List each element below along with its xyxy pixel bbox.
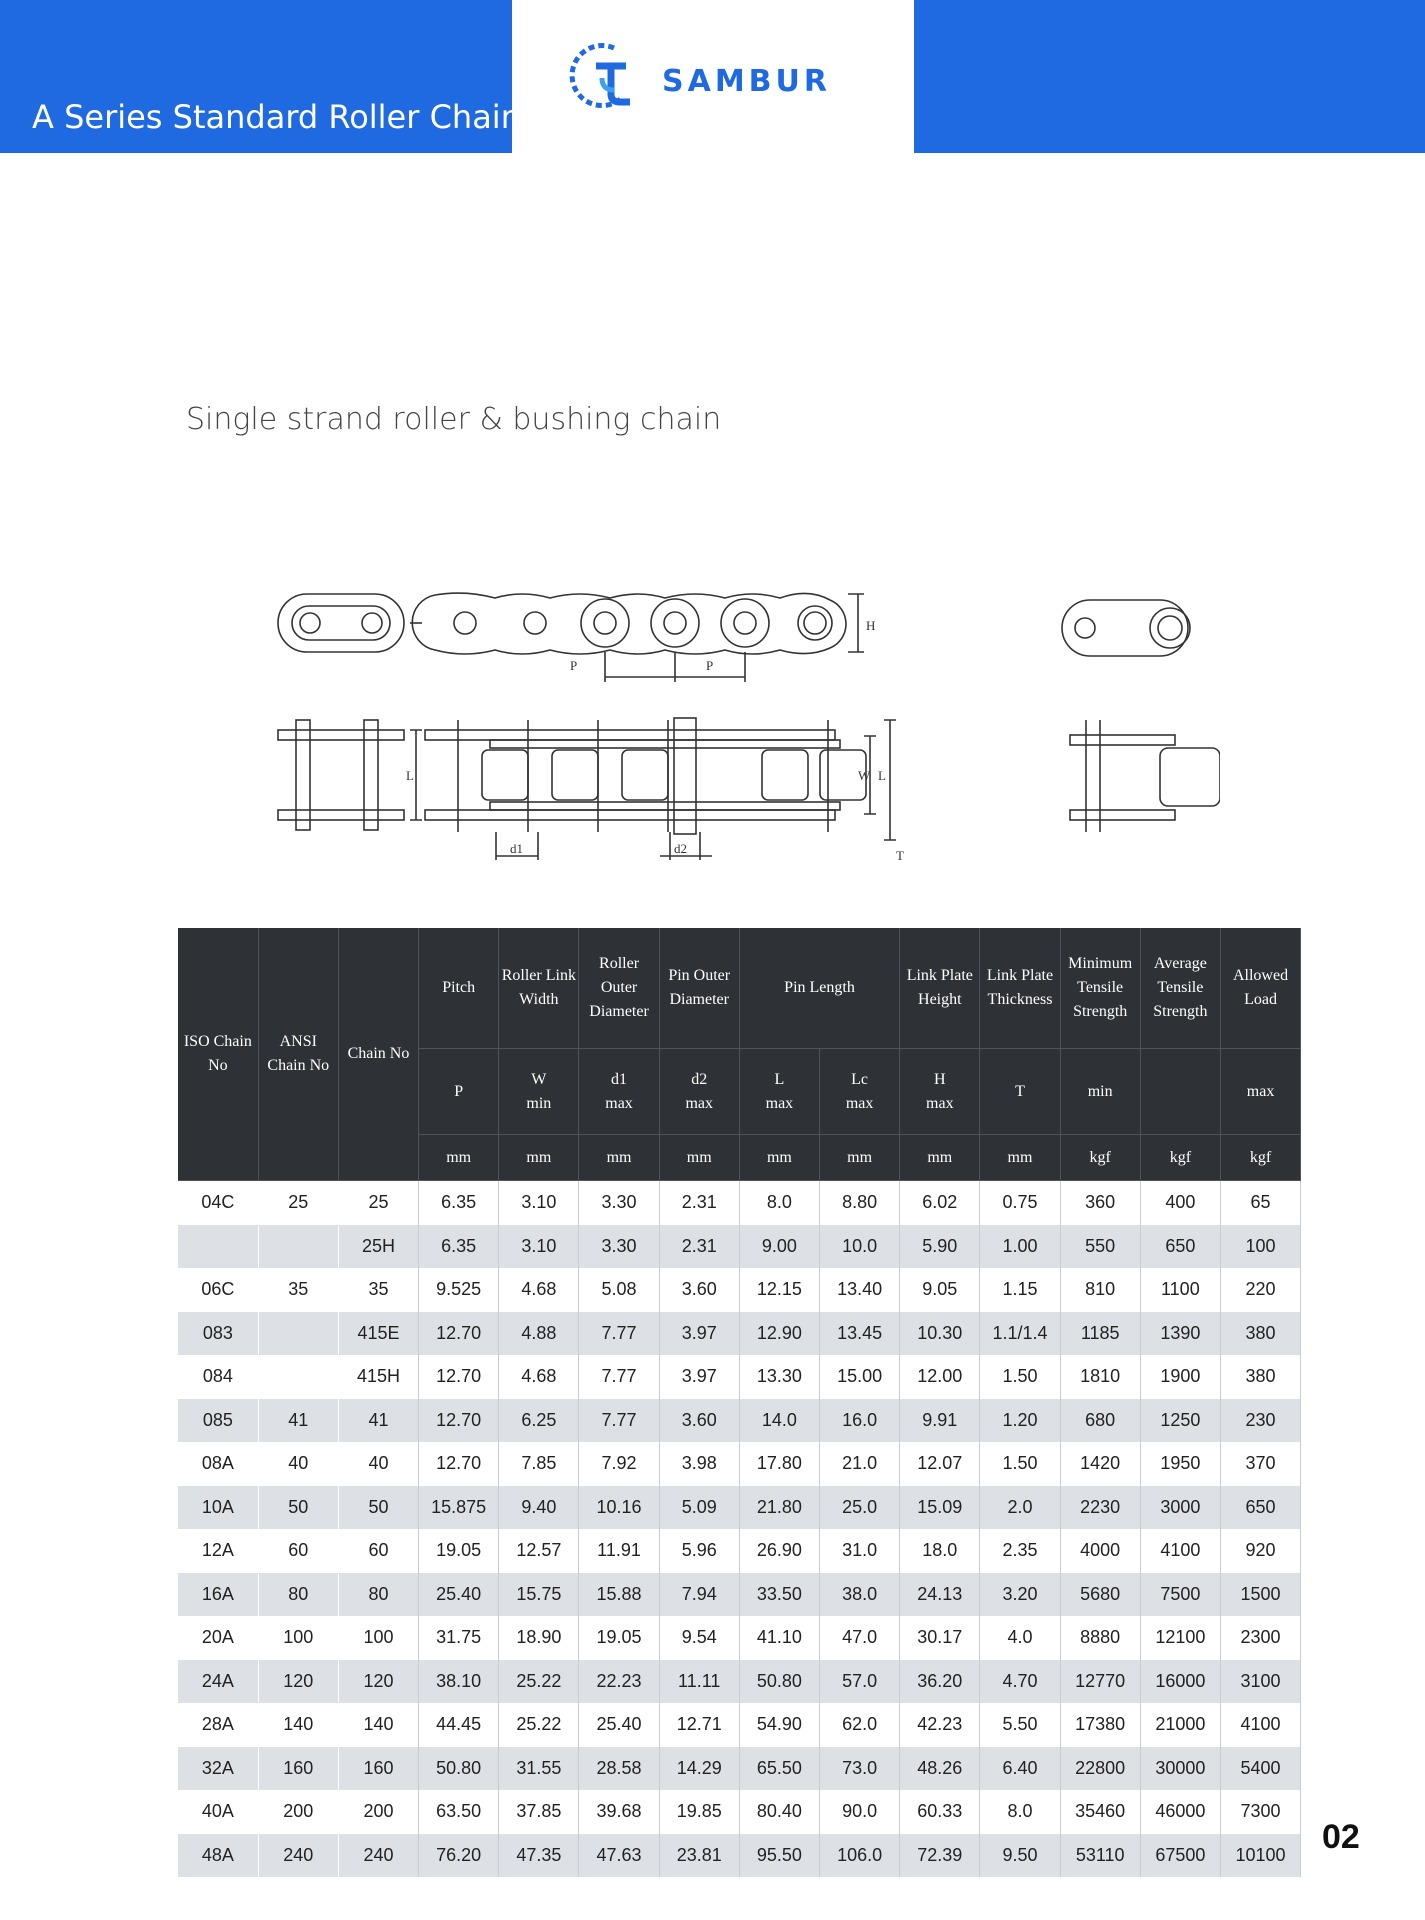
table-cell: 12100 xyxy=(1140,1616,1220,1660)
table-cell: 10A xyxy=(178,1486,258,1530)
page-title: A Series Standard Roller Chain xyxy=(32,98,521,136)
table-row xyxy=(178,1399,1301,1443)
table-cell: 9.00 xyxy=(739,1225,819,1269)
table-cell: 22.23 xyxy=(579,1660,659,1704)
table-cell: 80 xyxy=(338,1573,418,1617)
symbol-cell: max xyxy=(1220,1049,1300,1135)
table-cell: 19.05 xyxy=(579,1616,659,1660)
table-row xyxy=(178,1616,1301,1660)
table-cell: 18.90 xyxy=(499,1616,579,1660)
table-cell: 04C xyxy=(178,1181,258,1225)
table-cell: 8880 xyxy=(1060,1616,1140,1660)
table-cell: 21.80 xyxy=(739,1486,819,1530)
section-subtitle: Single strand roller & bushing chain xyxy=(186,402,722,437)
table-cell: 7.85 xyxy=(499,1442,579,1486)
table-cell: 12.15 xyxy=(739,1268,819,1312)
col-pitch: Pitch xyxy=(419,928,499,1049)
table-cell: 16A xyxy=(178,1573,258,1617)
col-link-plate-thickness: Link Plate Thickness xyxy=(980,928,1060,1049)
col-roller-outer-diameter: Roller Outer Diameter xyxy=(579,928,659,1049)
table-cell: 32A xyxy=(178,1747,258,1791)
symbol-cell: H max xyxy=(900,1049,980,1135)
unit-cell: mm xyxy=(900,1135,980,1181)
table-cell: 5680 xyxy=(1060,1573,1140,1617)
table-cell: 3.10 xyxy=(499,1181,579,1225)
table-cell: 8.0 xyxy=(739,1181,819,1225)
table-row xyxy=(178,1312,1301,1356)
table-cell: 100 xyxy=(338,1616,418,1660)
unit-cell: mm xyxy=(659,1135,739,1181)
unit-cell: kgf xyxy=(1060,1135,1140,1181)
table-cell: 17380 xyxy=(1060,1703,1140,1747)
table-cell: 6.40 xyxy=(980,1747,1060,1791)
unit-cell: mm xyxy=(579,1135,659,1181)
table-cell: 370 xyxy=(1220,1442,1300,1486)
table-row xyxy=(178,1355,1301,1399)
table-row xyxy=(178,1225,1301,1269)
table-cell: 14.29 xyxy=(659,1747,739,1791)
chain-side-view xyxy=(410,593,864,682)
table-cell: 31.75 xyxy=(419,1616,499,1660)
table-cell: 95.50 xyxy=(739,1834,819,1878)
connecting-link-side-view xyxy=(278,594,404,652)
table-cell: 120 xyxy=(338,1660,418,1704)
table-cell: 15.875 xyxy=(419,1486,499,1530)
table-cell: 5400 xyxy=(1220,1747,1300,1791)
table-cell: 2.31 xyxy=(659,1181,739,1225)
table-cell: 54.90 xyxy=(739,1703,819,1747)
symbol-cell: W min xyxy=(499,1049,579,1135)
table-cell: 08A xyxy=(178,1442,258,1486)
table-cell: 25 xyxy=(338,1181,418,1225)
table-cell: 25.22 xyxy=(499,1703,579,1747)
label-p2: P xyxy=(706,658,714,673)
table-cell: 1950 xyxy=(1140,1442,1220,1486)
table-cell: 7.77 xyxy=(579,1399,659,1443)
table-cell: 10.16 xyxy=(579,1486,659,1530)
table-cell: 22800 xyxy=(1060,1747,1140,1791)
table-cell: 21000 xyxy=(1140,1703,1220,1747)
table-row xyxy=(178,1529,1301,1573)
table-cell: 9.525 xyxy=(419,1268,499,1312)
table-cell: 41 xyxy=(338,1399,418,1443)
table-cell: 36.20 xyxy=(900,1660,980,1704)
table-cell: 13.45 xyxy=(820,1312,900,1356)
table-cell: 46000 xyxy=(1140,1790,1220,1834)
table-cell: 120 xyxy=(258,1660,338,1704)
table-cell: 28A xyxy=(178,1703,258,1747)
table-cell: 25H xyxy=(338,1225,418,1269)
table-cell: 3.98 xyxy=(659,1442,739,1486)
offset-link-top-view xyxy=(1070,720,1220,832)
table-cell: 35 xyxy=(338,1268,418,1312)
table-cell: 0.75 xyxy=(980,1181,1060,1225)
table-cell: 48A xyxy=(178,1834,258,1878)
table-cell: 5.96 xyxy=(659,1529,739,1573)
table-cell: 90.0 xyxy=(820,1790,900,1834)
table-cell: 15.09 xyxy=(900,1486,980,1530)
table-cell: 39.68 xyxy=(579,1790,659,1834)
table-cell: 25.40 xyxy=(419,1573,499,1617)
table-cell: 1185 xyxy=(1060,1312,1140,1356)
col-min-tensile: Minimum Tensile Strength xyxy=(1060,928,1140,1049)
table-cell: 12.00 xyxy=(900,1355,980,1399)
table-cell: 380 xyxy=(1220,1312,1300,1356)
table-row xyxy=(178,1834,1301,1878)
label-l-left: L xyxy=(406,768,414,783)
table-cell: 415H xyxy=(338,1355,418,1399)
table-cell: 11.91 xyxy=(579,1529,659,1573)
table-cell: 41 xyxy=(258,1399,338,1443)
table-cell: 17.80 xyxy=(739,1442,819,1486)
table-cell: 12770 xyxy=(1060,1660,1140,1704)
table-cell: 57.0 xyxy=(820,1660,900,1704)
table-cell: 42.23 xyxy=(900,1703,980,1747)
table-cell: 650 xyxy=(1140,1225,1220,1269)
table-cell: 48.26 xyxy=(900,1747,980,1791)
table-cell: 25.40 xyxy=(579,1703,659,1747)
table-cell: 5.50 xyxy=(980,1703,1060,1747)
table-cell: 2300 xyxy=(1220,1616,1300,1660)
table-cell: 35460 xyxy=(1060,1790,1140,1834)
table-cell: 7.77 xyxy=(579,1312,659,1356)
table-cell: 240 xyxy=(258,1834,338,1878)
symbol-cell xyxy=(1140,1049,1220,1135)
unit-cell: mm xyxy=(499,1135,579,1181)
table-cell: 80 xyxy=(258,1573,338,1617)
table-cell: 4000 xyxy=(1060,1529,1140,1573)
table-cell: 37.85 xyxy=(499,1790,579,1834)
table-cell: 13.40 xyxy=(820,1268,900,1312)
table-cell: 2.0 xyxy=(980,1486,1060,1530)
table-cell: 6.02 xyxy=(900,1181,980,1225)
table-cell: 3.20 xyxy=(980,1573,1060,1617)
label-d2: d2 xyxy=(674,841,687,856)
table-cell: 16.0 xyxy=(820,1399,900,1443)
table-cell: 920 xyxy=(1220,1529,1300,1573)
offset-link-side-view xyxy=(1062,600,1190,656)
table-cell: 810 xyxy=(1060,1268,1140,1312)
unit-cell: kgf xyxy=(1140,1135,1220,1181)
table-cell: 31.55 xyxy=(499,1747,579,1791)
col-roller-link-width: Roller Link Width xyxy=(499,928,579,1049)
table-cell: 73.0 xyxy=(820,1747,900,1791)
table-cell: 9.54 xyxy=(659,1616,739,1660)
table-cell: 550 xyxy=(1060,1225,1140,1269)
table-cell: 1.50 xyxy=(980,1442,1060,1486)
table-cell: 80.40 xyxy=(739,1790,819,1834)
unit-cell: kgf xyxy=(1220,1135,1300,1181)
table-cell: 7500 xyxy=(1140,1573,1220,1617)
table-cell: 19.05 xyxy=(419,1529,499,1573)
table-row xyxy=(178,1573,1301,1617)
table-cell: 60 xyxy=(258,1529,338,1573)
table-cell: 1.00 xyxy=(980,1225,1060,1269)
table-cell: 220 xyxy=(1220,1268,1300,1312)
table-cell: 21.0 xyxy=(820,1442,900,1486)
table-cell: 53110 xyxy=(1060,1834,1140,1878)
col-chain: Chain No xyxy=(338,928,418,1181)
table-cell: 9.91 xyxy=(900,1399,980,1443)
unit-cell: mm xyxy=(419,1135,499,1181)
symbol-cell: Lc max xyxy=(820,1049,900,1135)
table-cell: 18.0 xyxy=(900,1529,980,1573)
table-cell: 12.57 xyxy=(499,1529,579,1573)
table-cell: 3.97 xyxy=(659,1312,739,1356)
table-cell: 25.0 xyxy=(820,1486,900,1530)
table-cell: 25.22 xyxy=(499,1660,579,1704)
table-cell: 15.00 xyxy=(820,1355,900,1399)
table-cell: 160 xyxy=(338,1747,418,1791)
table-cell: 7.94 xyxy=(659,1573,739,1617)
table-cell: 1900 xyxy=(1140,1355,1220,1399)
table-cell: 6.35 xyxy=(419,1181,499,1225)
table-cell: 100 xyxy=(1220,1225,1300,1269)
table-cell: 23.81 xyxy=(659,1834,739,1878)
table-cell: 4.88 xyxy=(499,1312,579,1356)
table-cell: 14.0 xyxy=(739,1399,819,1443)
table-cell: 1250 xyxy=(1140,1399,1220,1443)
table-cell: 380 xyxy=(1220,1355,1300,1399)
table-cell xyxy=(258,1312,338,1356)
table-cell: 33.50 xyxy=(739,1573,819,1617)
table-cell: 1100 xyxy=(1140,1268,1220,1312)
label-p1: P xyxy=(570,658,578,673)
table-cell: 30.17 xyxy=(900,1616,980,1660)
table-cell: 5.09 xyxy=(659,1486,739,1530)
table-cell: 200 xyxy=(258,1790,338,1834)
table-cell: 65 xyxy=(1220,1181,1300,1225)
table-cell: 4100 xyxy=(1140,1529,1220,1573)
table-cell: 24.13 xyxy=(900,1573,980,1617)
table-cell: 7.92 xyxy=(579,1442,659,1486)
table-cell: 400 xyxy=(1140,1181,1220,1225)
table-cell: 30000 xyxy=(1140,1747,1220,1791)
table-cell: 4.70 xyxy=(980,1660,1060,1704)
label-d1: d1 xyxy=(510,841,523,856)
table-cell: 7300 xyxy=(1220,1790,1300,1834)
table-cell: 13.30 xyxy=(739,1355,819,1399)
table-cell: 3.30 xyxy=(579,1181,659,1225)
table-cell: 680 xyxy=(1060,1399,1140,1443)
table-cell xyxy=(178,1225,258,1269)
header-band-right xyxy=(914,0,1425,153)
table-cell: 44.45 xyxy=(419,1703,499,1747)
label-l-right: L xyxy=(878,768,886,783)
table-cell: 6.25 xyxy=(499,1399,579,1443)
col-avg-tensile: Average Tensile Strength xyxy=(1140,928,1220,1049)
table-cell: 9.05 xyxy=(900,1268,980,1312)
col-pin-length: Pin Length xyxy=(739,928,899,1049)
table-cell: 360 xyxy=(1060,1181,1140,1225)
table-cell: 76.20 xyxy=(419,1834,499,1878)
table-cell: 1810 xyxy=(1060,1355,1140,1399)
table-cell: 3.30 xyxy=(579,1225,659,1269)
table-cell: 1.1/1.4 xyxy=(980,1312,1060,1356)
table-cell: 47.63 xyxy=(579,1834,659,1878)
table-cell: 4.68 xyxy=(499,1355,579,1399)
col-pin-outer-diameter: Pin Outer Diameter xyxy=(659,928,739,1049)
table-cell: 1.50 xyxy=(980,1355,1060,1399)
table-cell: 60 xyxy=(338,1529,418,1573)
table-cell: 3.10 xyxy=(499,1225,579,1269)
table-cell: 650 xyxy=(1220,1486,1300,1530)
table-cell: 63.50 xyxy=(419,1790,499,1834)
table-cell: 10100 xyxy=(1220,1834,1300,1878)
table-cell: 12.90 xyxy=(739,1312,819,1356)
table-cell: 1.15 xyxy=(980,1268,1060,1312)
table-cell: 2230 xyxy=(1060,1486,1140,1530)
col-iso: ISO Chain No xyxy=(178,928,258,1181)
table-cell: 9.40 xyxy=(499,1486,579,1530)
table-cell: 085 xyxy=(178,1399,258,1443)
table-cell: 9.50 xyxy=(980,1834,1060,1878)
connecting-link-top-view xyxy=(278,720,404,830)
table-cell: 12.07 xyxy=(900,1442,980,1486)
table-cell: 72.39 xyxy=(900,1834,980,1878)
table-row xyxy=(178,1442,1301,1486)
table-cell: 12.70 xyxy=(419,1312,499,1356)
unit-cell: mm xyxy=(820,1135,900,1181)
table-cell: 24A xyxy=(178,1660,258,1704)
table-cell: 8.0 xyxy=(980,1790,1060,1834)
table-cell: 4.68 xyxy=(499,1268,579,1312)
table-cell: 160 xyxy=(258,1747,338,1791)
table-cell: 12.70 xyxy=(419,1442,499,1486)
table-cell: 1.20 xyxy=(980,1399,1060,1443)
table-cell: 40A xyxy=(178,1790,258,1834)
table-cell: 084 xyxy=(178,1355,258,1399)
table-cell: 38.10 xyxy=(419,1660,499,1704)
table-cell: 31.0 xyxy=(820,1529,900,1573)
table-cell: 3.60 xyxy=(659,1268,739,1312)
table-cell: 240 xyxy=(338,1834,418,1878)
table-cell: 35 xyxy=(258,1268,338,1312)
unit-cell: mm xyxy=(980,1135,1060,1181)
table-cell: 2.35 xyxy=(980,1529,1060,1573)
symbol-cell: T xyxy=(980,1049,1060,1135)
col-link-plate-height: Link Plate Height xyxy=(900,928,980,1049)
table-cell: 12.71 xyxy=(659,1703,739,1747)
label-h: H xyxy=(866,618,876,633)
table-cell: 8.80 xyxy=(820,1181,900,1225)
table-cell: 16000 xyxy=(1140,1660,1220,1704)
col-allowed-load: Allowed Load xyxy=(1220,928,1300,1049)
table-cell: 3.97 xyxy=(659,1355,739,1399)
table-cell: 20A xyxy=(178,1616,258,1660)
table-cell: 26.90 xyxy=(739,1529,819,1573)
label-t: T xyxy=(896,848,904,863)
table-cell: 19.85 xyxy=(659,1790,739,1834)
label-w: W xyxy=(858,768,871,783)
table-row xyxy=(178,1703,1301,1747)
table-cell: 4.0 xyxy=(980,1616,1060,1660)
table-cell: 200 xyxy=(338,1790,418,1834)
table-cell: 38.0 xyxy=(820,1573,900,1617)
table-cell: 47.0 xyxy=(820,1616,900,1660)
table-row xyxy=(178,1486,1301,1530)
table-cell: 10.0 xyxy=(820,1225,900,1269)
table-cell: 5.08 xyxy=(579,1268,659,1312)
table-cell: 67500 xyxy=(1140,1834,1220,1878)
symbol-cell: d2 max xyxy=(659,1049,739,1135)
unit-cell: mm xyxy=(739,1135,819,1181)
brand-name: SAMBUR xyxy=(662,64,832,99)
table-row xyxy=(178,1181,1301,1225)
table-cell: 083 xyxy=(178,1312,258,1356)
table-cell: 140 xyxy=(258,1703,338,1747)
table-cell: 50.80 xyxy=(419,1747,499,1791)
symbol-cell: L max xyxy=(739,1049,819,1135)
table-cell: 12A xyxy=(178,1529,258,1573)
table-cell: 62.0 xyxy=(820,1703,900,1747)
table-cell: 15.75 xyxy=(499,1573,579,1617)
table-row xyxy=(178,1747,1301,1791)
table-cell: 3000 xyxy=(1140,1486,1220,1530)
table-cell: 40 xyxy=(338,1442,418,1486)
page-number: 02 xyxy=(1322,1818,1360,1856)
table-cell: 41.10 xyxy=(739,1616,819,1660)
table-cell: 1420 xyxy=(1060,1442,1140,1486)
table-cell: 15.88 xyxy=(579,1573,659,1617)
table-cell: 1390 xyxy=(1140,1312,1220,1356)
table-cell: 100 xyxy=(258,1616,338,1660)
table-cell: 1500 xyxy=(1220,1573,1300,1617)
table-cell: 06C xyxy=(178,1268,258,1312)
table-cell: 50.80 xyxy=(739,1660,819,1704)
chain-top-view xyxy=(410,718,896,860)
table-cell: 230 xyxy=(1220,1399,1300,1443)
table-cell: 2.31 xyxy=(659,1225,739,1269)
table-cell: 28.58 xyxy=(579,1747,659,1791)
table-cell xyxy=(258,1355,338,1399)
symbol-cell: d1 max xyxy=(579,1049,659,1135)
table-cell: 65.50 xyxy=(739,1747,819,1791)
table-row xyxy=(178,1268,1301,1312)
table-cell: 11.11 xyxy=(659,1660,739,1704)
chain-spec-table xyxy=(178,928,1301,1877)
table-cell: 415E xyxy=(338,1312,418,1356)
table-cell: 25 xyxy=(258,1181,338,1225)
table-cell xyxy=(258,1225,338,1269)
table-cell: 3.60 xyxy=(659,1399,739,1443)
table-cell: 10.30 xyxy=(900,1312,980,1356)
table-cell: 47.35 xyxy=(499,1834,579,1878)
symbol-cell: P xyxy=(419,1049,499,1135)
table-cell: 5.90 xyxy=(900,1225,980,1269)
table-cell: 40 xyxy=(258,1442,338,1486)
table-row xyxy=(178,1790,1301,1834)
table-cell: 50 xyxy=(258,1486,338,1530)
table-cell: 106.0 xyxy=(820,1834,900,1878)
table-cell: 3100 xyxy=(1220,1660,1300,1704)
table-row xyxy=(178,1660,1301,1704)
table-cell: 140 xyxy=(338,1703,418,1747)
table-cell: 12.70 xyxy=(419,1399,499,1443)
table-cell: 6.35 xyxy=(419,1225,499,1269)
table-cell: 60.33 xyxy=(900,1790,980,1834)
symbol-cell: min xyxy=(1060,1049,1140,1135)
table-cell: 4100 xyxy=(1220,1703,1300,1747)
table-cell: 7.77 xyxy=(579,1355,659,1399)
chain-technical-drawing xyxy=(260,570,1220,890)
col-ansi: ANSI Chain No xyxy=(258,928,338,1181)
table-cell: 50 xyxy=(338,1486,418,1530)
table-cell: 12.70 xyxy=(419,1355,499,1399)
